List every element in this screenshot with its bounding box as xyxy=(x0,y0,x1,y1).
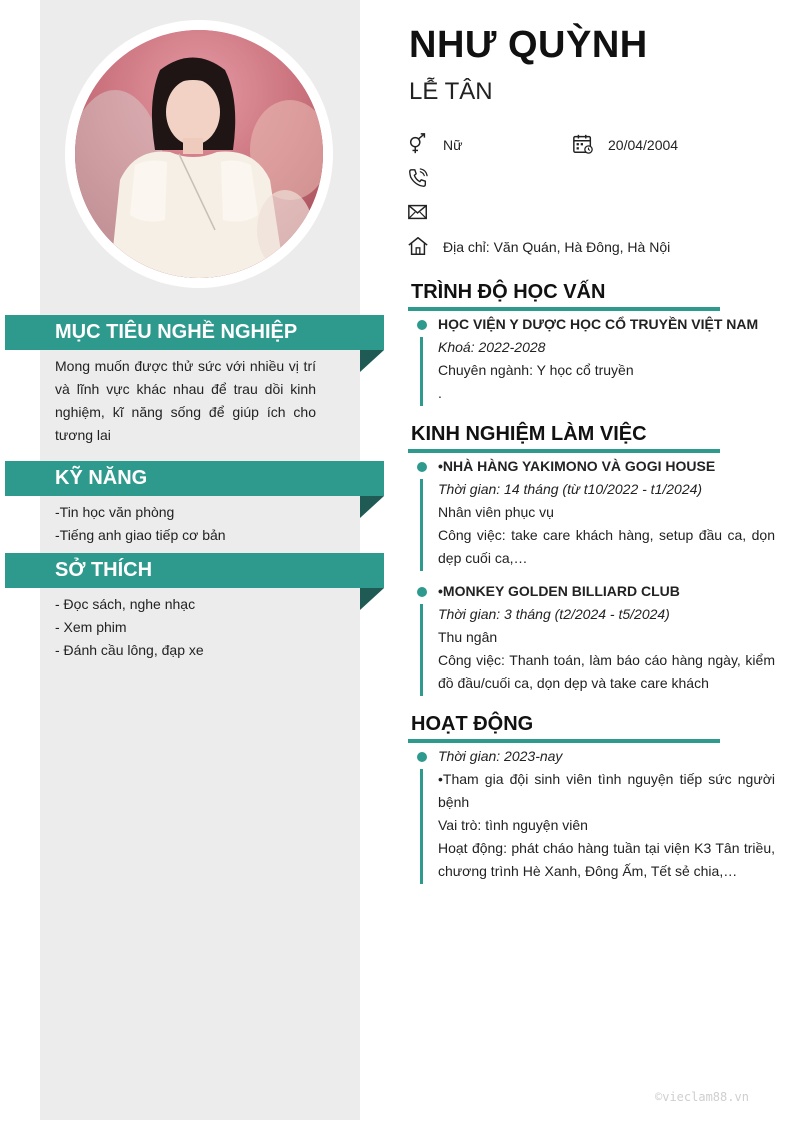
job-company: •NHÀ HÀNG YAKIMONO VÀ GOGI HOUSE xyxy=(438,458,716,474)
activity-detail: Hoạt động: phát cháo hàng tuần tại viện K3 Tân triều, chương trình Hè Xanh, Đông Ấm, Tết sẻ chia,… xyxy=(438,840,775,879)
activities-title: HOẠT ĐỘNG xyxy=(411,713,534,735)
job-entry xyxy=(438,580,775,695)
activity-period: Thời gian: 2023-nay xyxy=(438,748,563,764)
job-position: Thu ngân xyxy=(438,629,498,645)
hobby-item: - Đánh cầu lông, đạp xe xyxy=(55,642,204,658)
hobby-item: - Xem phim xyxy=(55,619,127,635)
hobby-item: - Đọc sách, nghe nhạc xyxy=(55,596,196,612)
birth-date-value: 20/04/2004 xyxy=(608,137,679,153)
hobbies-list xyxy=(55,593,316,662)
skill-item: -Tin học văn phòng xyxy=(55,504,175,520)
activity-timeline-bar xyxy=(420,769,423,884)
calendar-icon xyxy=(572,133,594,155)
activity-name: •Tham gia đội sinh viên tình nguyện tiếp sức người bệnh xyxy=(438,771,775,810)
avatar-photo xyxy=(75,30,323,278)
education-title: TRÌNH ĐỘ HỌC VẤN xyxy=(411,281,606,303)
skills-header: KỸ NĂNG xyxy=(5,461,384,496)
job-entry xyxy=(438,455,775,570)
job-timeline-dot xyxy=(417,587,427,597)
job-timeline-dot xyxy=(417,462,427,472)
job-position: Nhân viên phục vụ xyxy=(438,504,554,520)
candidate-role: LỄ TÂN xyxy=(409,78,493,105)
skills-band-fold xyxy=(360,496,384,518)
mail-icon xyxy=(407,201,429,223)
education-timeline-dot xyxy=(417,320,427,330)
job-duties: Công việc: take care khách hàng, setup đầu ca, dọn dẹp cuối ca,… xyxy=(438,527,775,566)
education-timeline-bar xyxy=(420,337,423,406)
education-entry xyxy=(438,313,775,405)
address-value: Địa chỉ: Văn Quán, Hà Đông, Hà Nội xyxy=(443,239,671,255)
candidate-name: NHƯ QUỲNH xyxy=(409,24,648,66)
job-period: Thời gian: 3 tháng (t2/2024 - t5/2024) xyxy=(438,606,670,622)
job-company: •MONKEY GOLDEN BILLIARD CLUB xyxy=(438,583,680,599)
job-timeline-bar xyxy=(420,479,423,571)
experience-underline xyxy=(408,449,720,453)
activity-role: Vai trò: tình nguyện viên xyxy=(438,817,588,833)
hobbies-band-fold xyxy=(360,588,384,610)
gender-value: Nữ xyxy=(443,137,463,153)
avatar xyxy=(75,30,323,278)
skills-list xyxy=(55,501,316,547)
skill-item: -Tiếng anh giao tiếp cơ bản xyxy=(55,527,226,543)
watermark: ©vieclam88.vn xyxy=(655,1090,749,1104)
job-duties: Công việc: Thanh toán, làm báo cáo hàng ngày, kiểm đồ đầu/cuối ca, dọn dẹp và take care khách xyxy=(438,652,775,691)
activity-timeline-dot xyxy=(417,752,427,762)
school-name: HỌC VIỆN Y DƯỢC HỌC CỔ TRUYỀN VIỆT NAM xyxy=(438,316,759,332)
education-extra: . xyxy=(438,385,442,401)
education-major: Chuyên ngành: Y học cổ truyền xyxy=(438,362,634,378)
activities-underline xyxy=(408,739,720,743)
objective-band-fold xyxy=(360,350,384,372)
education-underline xyxy=(408,307,720,311)
hobbies-header: SỞ THÍCH xyxy=(5,553,384,588)
job-timeline-bar xyxy=(420,604,423,696)
activity-entry xyxy=(438,745,775,883)
objective-text: Mong muốn được thử sức với nhiều vị trí và lĩnh vực khác nhau để trau dồi kinh nghiệm, kĩ năng sống để giúp ích cho tương lai xyxy=(55,358,316,443)
job-period: Thời gian: 14 tháng (từ t10/2022 - t1/2024) xyxy=(438,481,703,497)
objective-header: MỤC TIÊU NGHỀ NGHIỆP xyxy=(5,315,384,350)
experience-title: KINH NGHIỆM LÀM VIỆC xyxy=(411,423,647,445)
education-period: Khoá: 2022-2028 xyxy=(438,339,546,355)
home-icon xyxy=(407,235,429,257)
phone-icon xyxy=(407,167,429,189)
gender-icon xyxy=(407,133,429,155)
